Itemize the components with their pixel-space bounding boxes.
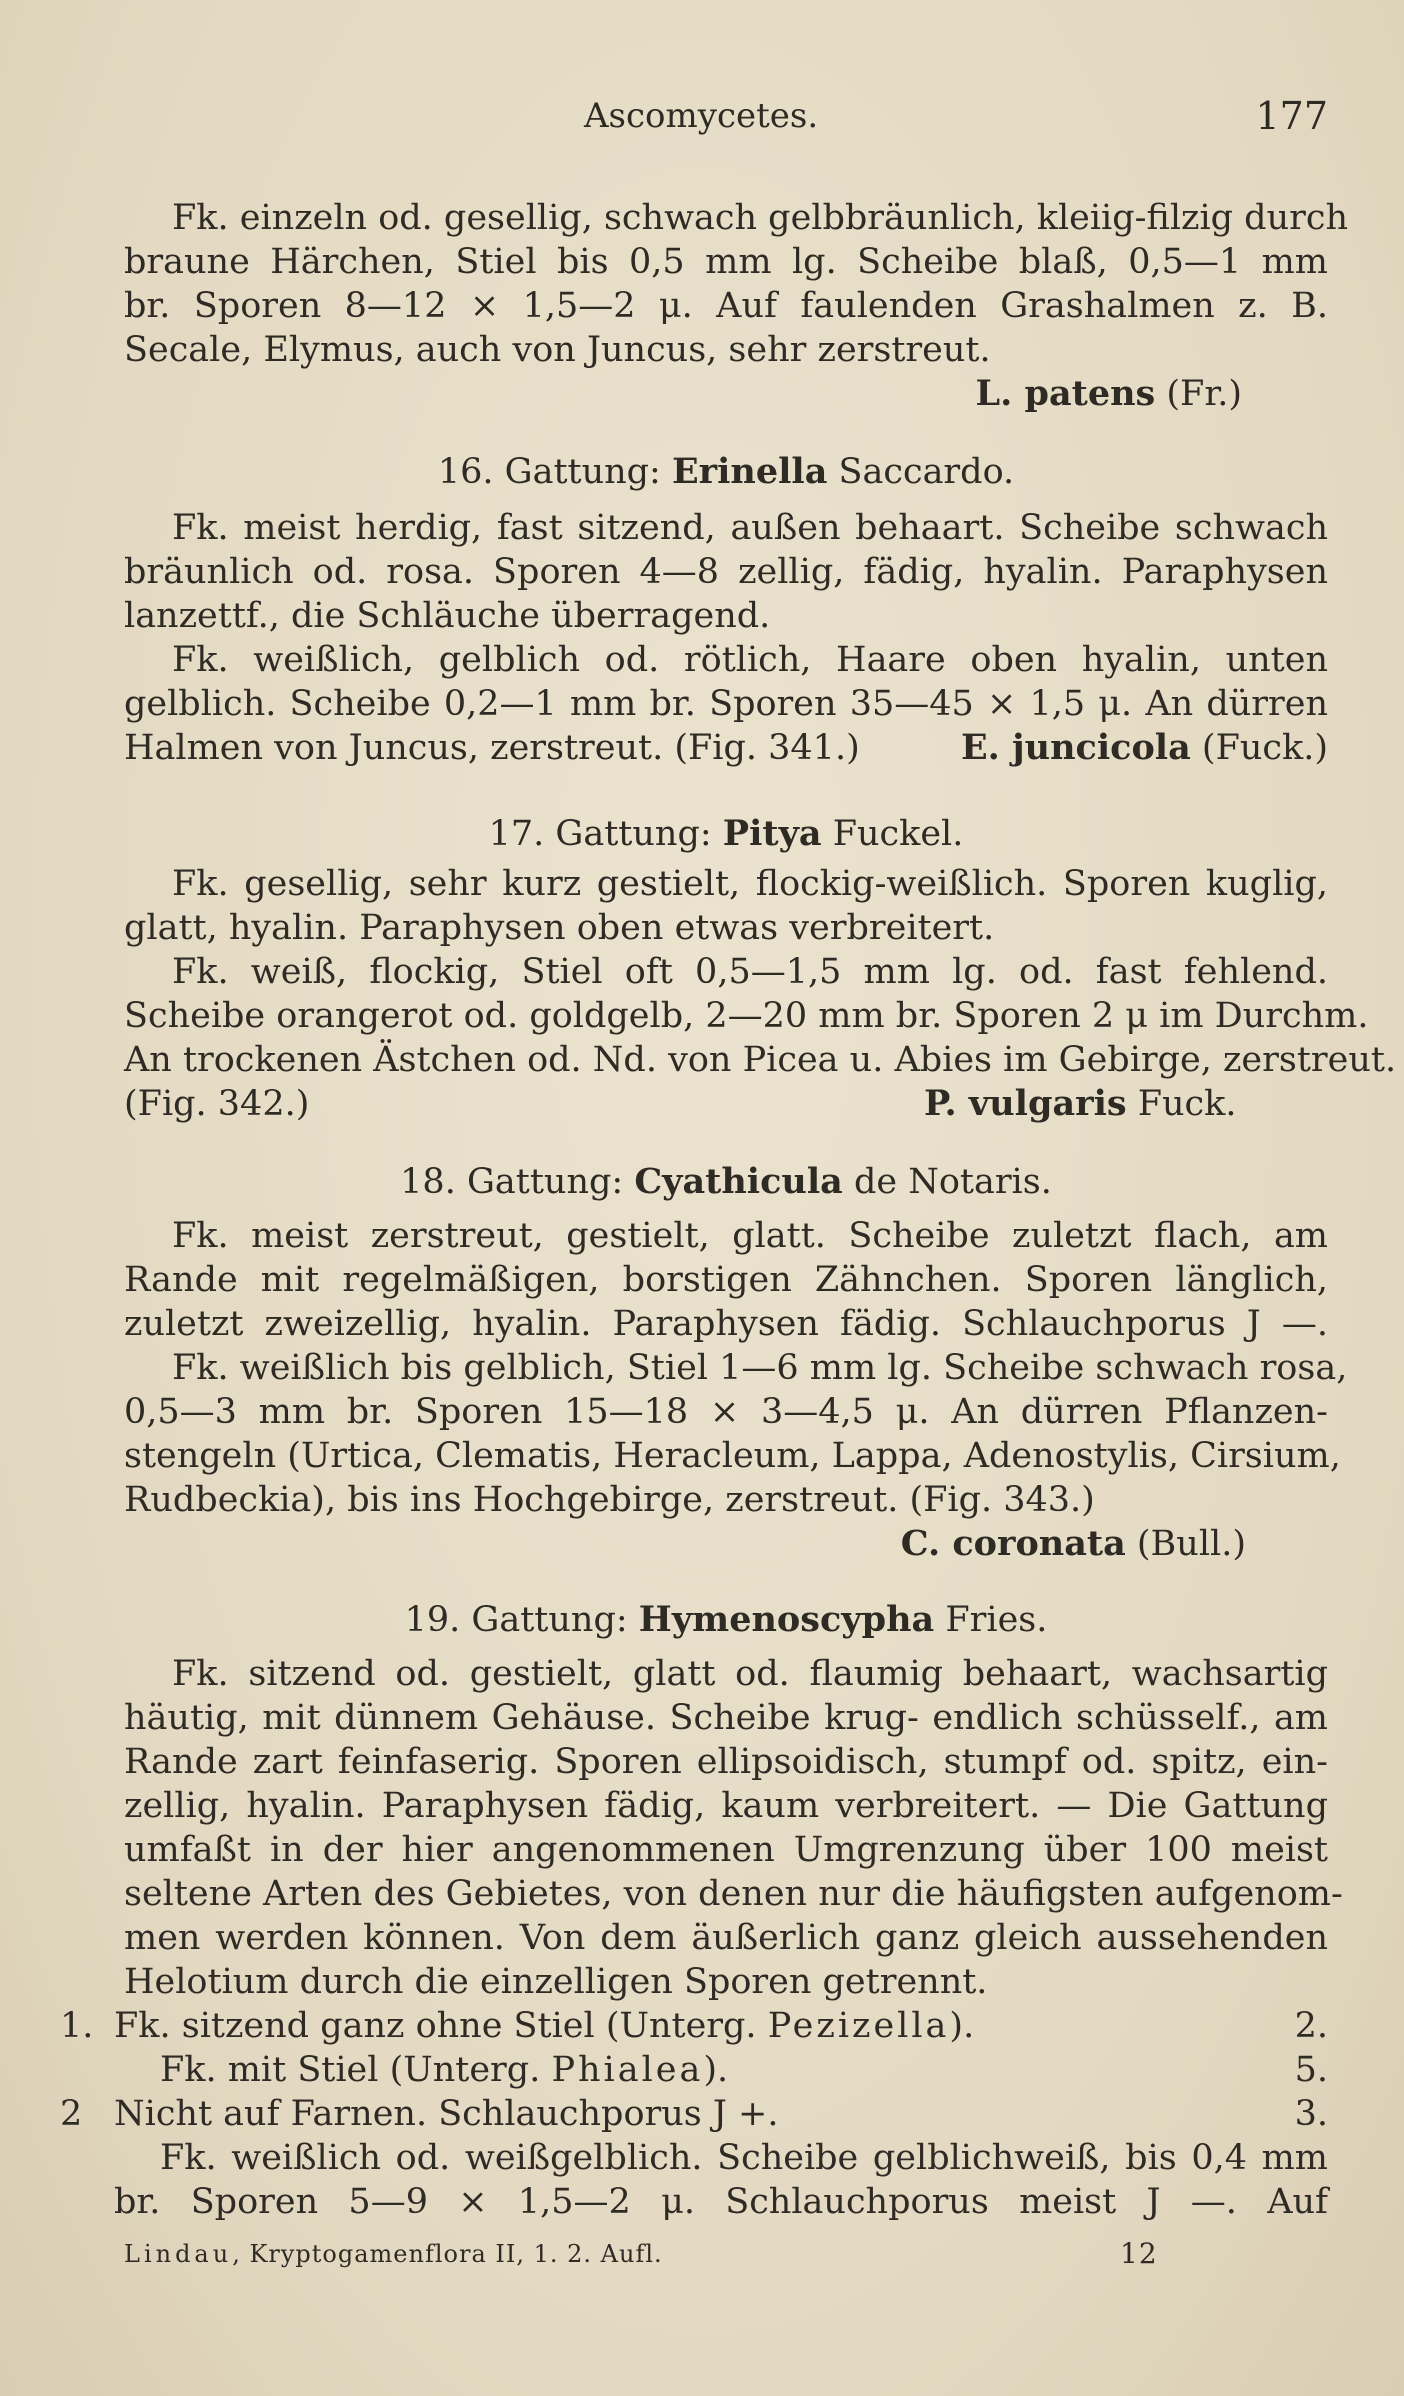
key-target: 2. [1294,2006,1328,2046]
text-line: stengeln (Urtica, Clematis, Heracleum, Lappa, Adenostylis, Cirsium, [124,1436,1341,1476]
text-line: lanzettf., die Schläuche überragend. [124,596,771,636]
genus-heading: 17. Gattung: Pitya Fuckel. [488,813,964,854]
subgenus-name: Phialea [551,2050,704,2090]
text-line: braune Härchen, Stiel bis 0,5 mm lg. Scheibe blaß, 0,5—1 mm [124,242,1328,282]
genus-name: Hymenoscypha [638,1599,935,1640]
genus-name: Erinella [671,451,828,492]
species-name: L. patens [975,373,1156,414]
key-target: 3. [1294,2094,1328,2134]
genus-heading: 18. Gattung: Cyathicula de Notaris. [400,1161,1052,1202]
running-title: Ascomycetes. [584,96,819,136]
key-line: Fk. mit Stiel (Unterg. Phialea). 5. [160,2050,1328,2090]
text-line: bräunlich od. rosa. Sporen 4—8 zellig, fädig, hyalin. Paraphysen [124,552,1328,592]
footer [124,2232,1328,2276]
text-line: Fk. weiß, flockig, Stiel oft 0,5—1,5 mm lg. od. fast fehlend. [172,952,1328,992]
genus-name: Pitya [722,813,822,854]
key-number: 2 [60,2094,83,2134]
footer-author: Lindau [124,2240,233,2268]
subgenus-name: Pezizella [767,2006,950,2046]
footer-title: , Kryptogamenflora II, 1. 2. Aufl. [232,2240,663,2268]
text-line: An trockenen Ästchen od. Nd. von Picea u. Abies im Gebirge, zerstreut. [124,1040,1397,1080]
text-line: häutig, mit dünnem Gehäuse. Scheibe krug- endlich schüsself., am [124,1698,1328,1738]
text-line: br. Sporen 5—9 × 1,5—2 μ. Schlauchporus meist J —. Auf [114,2182,1328,2222]
text-line: umfaßt in der hier angenommenen Umgrenzung über 100 meist [124,1830,1328,1870]
page-number: 177 [1255,94,1328,138]
text-line: zuletzt zweizellig, hyalin. Paraphysen fädig. Schlauchporus J —. [124,1304,1328,1344]
text-line: Fk. weißlich od. weißgelblich. Scheibe gelblichweiß, bis 0,4 mm [160,2138,1328,2178]
text-line: Rande zart feinfaserig. Sporen ellipsoidisch, stumpf od. spitz, ein- [124,1742,1328,1782]
species-author: (Bull.) [1136,1524,1246,1564]
text-line: Fk. meist herdig, fast sitzend, außen behaart. Scheibe schwach [172,508,1328,548]
species-author: Fuck. [1137,1084,1237,1124]
text-line: Rudbeckia), bis ins Hochgebirge, zerstreut. (Fig. 343.) [124,1480,1095,1520]
species-author: (Fuck.) [1201,728,1328,768]
text-line: Secale, Elymus, auch von Juncus, sehr zerstreut. [124,330,991,370]
text-line: 0,5—3 mm br. Sporen 15—18 × 3—4,5 μ. An dürren Pflanzen- [124,1392,1328,1432]
text-line: Fk. weißlich, gelblich od. rötlich, Haare oben hyalin, unten [172,640,1328,680]
text-line: Helotium durch die einzelligen Sporen getrennt. [124,1962,988,2002]
text-line: Halmen von Juncus, zerstreut. (Fig. 341.) E. juncicola (Fuck.) [124,727,1328,768]
text-line: Fk. weißlich bis gelblich, Stiel 1—6 mm lg. Scheibe schwach rosa, [172,1348,1348,1388]
text-line: gelblich. Scheibe 0,2—1 mm br. Sporen 35—45 × 1,5 μ. An dürren [124,684,1328,724]
species-author: (Fr.) [1166,374,1242,414]
text-line: Rande mit regelmäßigen, borstigen Zähnchen. Sporen länglich, [124,1260,1328,1300]
text-line: br. Sporen 8—12 × 1,5—2 μ. Auf faulenden Grashalmen z. B. [124,286,1328,326]
text-line: Fk. sitzend od. gestielt, glatt od. flaumig behaart, wachsartig [172,1654,1328,1694]
key-number: 1. [60,2006,94,2046]
text-line: Fk. einzeln od. gesellig, schwach gelbbräunlich, kleiig-filzig durch [172,198,1349,238]
text-line: seltene Arten des Gebietes, von denen nur die häufigsten aufgenom- [124,1874,1343,1914]
species-name: P. vulgaris [924,1083,1127,1124]
text-line: Scheibe orangerot od. goldgelb, 2—20 mm br. Sporen 2 μ im Durchm. [124,996,1369,1036]
genus-heading: 16. Gattung: Erinella Saccardo. [437,451,1015,492]
text-line: Fk. gesellig, sehr kurz gestielt, flockig-weißlich. Sporen kuglig, [172,864,1328,904]
genus-name: Cyathicula [634,1161,843,1202]
species-line [124,372,1242,416]
species-name: E. juncicola [960,727,1191,768]
text-line: (Fig. 342.) P. vulgaris Fuck. [124,1083,1237,1124]
key-line: 1. Fk. sitzend ganz ohne Stiel (Unterg. Pezizella). 2. [60,2006,1328,2046]
signature-mark: 12 [1120,2237,1158,2270]
text-line: men werden können. Von dem äußerlich ganz gleich aussehenden [124,1918,1328,1958]
species-name: C. coronata [900,1523,1126,1564]
key-target: 5. [1294,2050,1328,2090]
text-line: zellig, hyalin. Paraphysen fädig, kaum verbreitert. — Die Gattung [124,1786,1328,1826]
text-line: Fk. meist zerstreut, gestielt, glatt. Scheibe zuletzt flach, am [172,1216,1328,1256]
genus-heading: 19. Gattung: Hymenoscypha Fries. [404,1599,1048,1640]
running-header [124,94,1328,138]
species-line [124,1522,1246,1566]
key-line: 2 Nicht auf Farnen. Schlauchporus J +. 3. [60,2094,1328,2134]
text-line: glatt, hyalin. Paraphysen oben etwas verbreitert. [124,908,995,948]
